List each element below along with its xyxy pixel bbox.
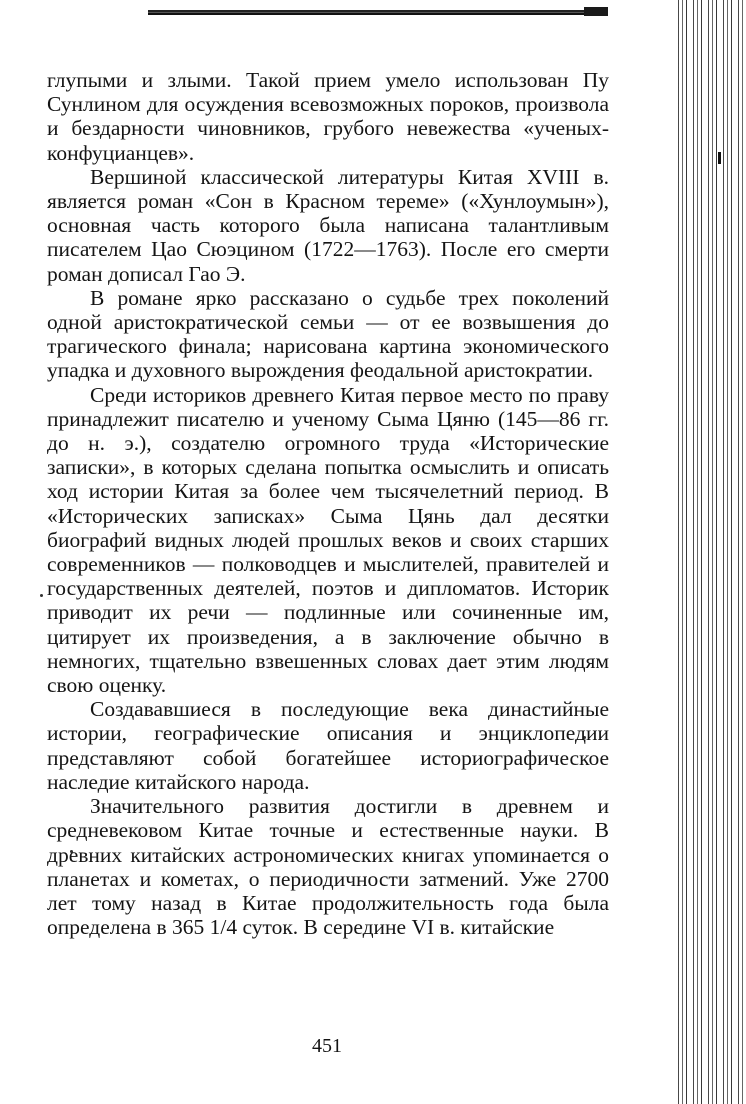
book-binding-edge (676, 0, 746, 1104)
page-top-edge (148, 10, 608, 16)
binding-mark (718, 152, 721, 164)
scan-speck (40, 594, 43, 597)
paragraph: Среди историков древнего Китая первое место по праву принадлежит писателю и ученому Сыма Цяню (145—86 гг. до н. э.), создателю огромного труда «Исторические записки», в которых сделана попытка осмыслить и описать ход истории Китая за более чем тысячелетний период. В «Исторических записках» Сыма Цянь дал десятки биографий видных людей прошлых веков и своих старших современников — полководцев и мыслителей, правителей и государственных деятелей, поэтов и дипломатов. Историк приводит их речи — подлинные или сочиненные им, цитирует их произведения, а в заключение обычно в немногих, тщательно взвешенных словах дает этим людям свою оценку. (47, 382, 609, 698)
paragraph: глупыми и злыми. Такой прием умело использован Пу Сунлином для осуждения всевозможных пороков, произвола и бездарности чиновников, грубого невежества «ученых-конфуцианцев». (47, 68, 609, 165)
page-body (47, 68, 609, 939)
paragraph: Создававшиеся в последующие века династийные истории, географические описания и энциклопедии представляют собой богатейшее историографическое наследие китайского народа. (47, 697, 609, 794)
paragraph: Значительного развития достигли в древнем и средневековом Китае точные и естественные науки. В древних китайских астрономических книгах упоминается о планетах и кометах, о периодичности затмений. Уже 2700 лет тому назад в Китае продолжительность года была определена в 365 1/4 суток. В середине VI в. китайские (47, 794, 609, 940)
page-number: 451 (312, 1035, 342, 1057)
paragraph: В романе ярко рассказано о судьбе трех поколений одной аристократической семьи — от ее возвышения до трагического финала; нарисована картина экономического упадка и духовного вырождения феодальной аристократии. (47, 285, 609, 383)
page-number-container (0, 1035, 746, 1058)
paragraph: Вершиной классической литературы Китая XVIII в. является роман «Сон в Красном тереме» («Хунлоумын»), основная часть которого была написана талантливым писателем Цао Сюэцином (1722—1763). После его смерти роман дописал Гао Э. (47, 164, 609, 286)
